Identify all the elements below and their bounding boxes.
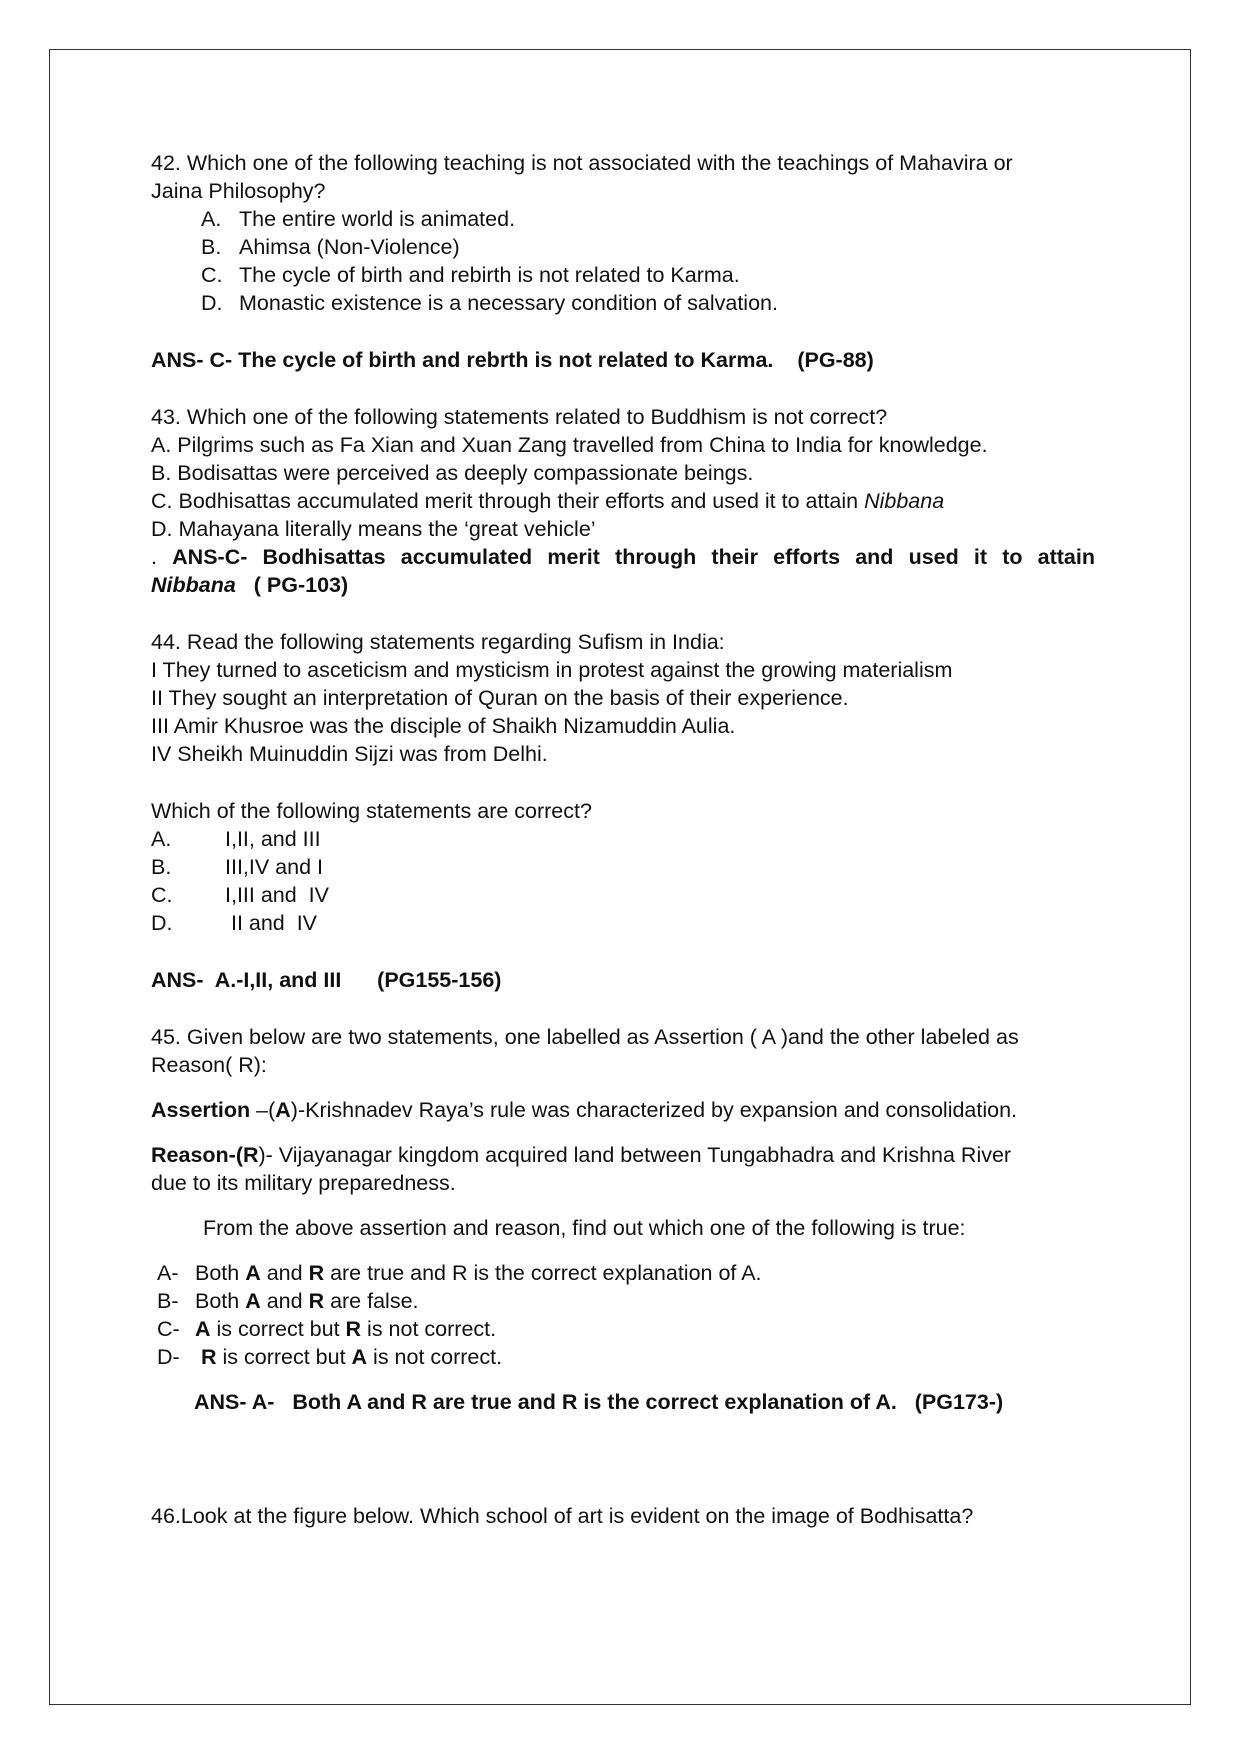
- q46-stem: 46.Look at the figure below. Which school of art is evident on the image of Bodhisatta?: [151, 1504, 974, 1528]
- option-label: D.: [151, 911, 173, 935]
- q45-instruction: From the above assertion and reason, find out which one of the following is true:: [203, 1216, 966, 1240]
- q44-option-c: [151, 881, 1095, 909]
- option-text: The entire world is animated.: [239, 207, 516, 231]
- q45-option-a: [157, 1259, 1095, 1287]
- q42-option-c: [201, 261, 1095, 289]
- option-text: II and IV: [225, 911, 318, 935]
- q42-option-b: [201, 233, 1095, 261]
- q43-option-c: [151, 487, 1095, 515]
- option-text: The cycle of birth and rebirth is not related to Karma.: [239, 263, 740, 287]
- option-label: C-: [157, 1317, 180, 1341]
- document-body: [151, 149, 1095, 1530]
- q45-reason-line2: due to its military preparedness.: [151, 1171, 456, 1195]
- option-text: Monastic existence is a necessary condition of salvation.: [239, 291, 778, 315]
- q43-answer-italic: Nibbana: [151, 573, 236, 597]
- q42-stem-line1: 42. Which one of the following teaching is not associated with the teachings of Mahavira or: [151, 151, 1013, 175]
- option-label: C.: [151, 883, 173, 907]
- q44-statement-3: III Amir Khusroe was the disciple of Shaikh Nizamuddin Aulia.: [151, 714, 736, 738]
- q45-stem-line2: Reason( R):: [151, 1053, 267, 1077]
- q43-answer-prefix: .: [151, 545, 173, 569]
- q42-answer-ref: (PG-88): [797, 348, 874, 372]
- reason-letter: R: [242, 1143, 259, 1167]
- q43-answer-ref: ( PG-103): [253, 573, 349, 597]
- option-text: Both A and R are false.: [195, 1289, 419, 1313]
- q44-question: Which of the following statements are correct?: [151, 799, 592, 823]
- q43-answer-text: ANS-C- Bodhisattas accumulated merit through their efforts and used it to attain: [172, 545, 1095, 569]
- question-46: [151, 1502, 1095, 1530]
- option-text: Both A and R are true and R is the correct explanation of A.: [195, 1261, 762, 1285]
- question-45: [151, 1023, 1095, 1416]
- option-label: D-: [157, 1345, 180, 1369]
- assertion-text: )-Krishnadev Raya’s rule was characterized by expansion and consolidation.: [290, 1098, 1018, 1122]
- q42-answer-text: ANS- C- The cycle of birth and rebrth is not related to Karma.: [151, 348, 774, 372]
- option-label: A-: [157, 1261, 179, 1285]
- q43-answer: [151, 543, 1095, 599]
- option-text: I,III and IV: [225, 883, 329, 907]
- q43-option-c-italic: Nibbana: [864, 489, 945, 513]
- assertion-label: Assertion: [151, 1098, 251, 1122]
- q44-statement-1: I They turned to asceticism and mysticism in protest against the growing materialism: [151, 658, 953, 682]
- option-text: A is correct but R is not correct.: [195, 1317, 497, 1341]
- q44-option-a: [151, 825, 1095, 853]
- option-label: B.: [201, 235, 222, 259]
- reason-text: )- Vijayanagar kingdom acquired land between Tungabhadra and Krishna River: [258, 1143, 1012, 1167]
- q45-answer: [194, 1388, 1095, 1416]
- q44-statement-4: IV Sheikh Muinuddin Sijzi was from Delhi.: [151, 742, 548, 766]
- q45-reason-line1: [151, 1141, 1095, 1169]
- option-text: R is correct but A is not correct.: [200, 1345, 503, 1369]
- q44-stem: 44. Read the following statements regarding Sufism in India:: [151, 630, 725, 654]
- assertion-dash: –(: [250, 1098, 276, 1122]
- q43-option-b: B. Bodisattas were perceived as deeply compassionate beings.: [151, 461, 754, 485]
- reason-label: Reason-(: [151, 1143, 243, 1167]
- q45-option-b: [157, 1287, 1095, 1315]
- q43-stem: 43. Which one of the following statements related to Buddhism is not correct?: [151, 405, 888, 429]
- q44-statement-2: II They sought an interpretation of Quran on the basis of their experience.: [151, 686, 849, 710]
- option-label: D.: [201, 291, 223, 315]
- q45-answer-ref: (PG173-): [914, 1390, 1004, 1414]
- q45-stem-line1: 45. Given below are two statements, one labelled as Assertion ( A )and the other labeled as: [151, 1025, 1019, 1049]
- option-label: A.: [201, 207, 222, 231]
- q44-answer-ref: (PG155-156): [377, 968, 502, 992]
- q45-option-c: [157, 1315, 1095, 1343]
- question-44: [151, 628, 1095, 994]
- q42-stem-line2: Jaina Philosophy?: [151, 179, 326, 203]
- q42-option-d: [201, 289, 1095, 317]
- q45-assertion: [151, 1096, 1095, 1124]
- q42-option-a: [201, 205, 1095, 233]
- q44-answer-text: ANS- A.-I,II, and III: [151, 968, 342, 992]
- option-label: C.: [201, 263, 223, 287]
- q43-option-c-text: C. Bodhisattas accumulated merit through their efforts and used it to attain: [151, 489, 859, 513]
- assertion-letter: A: [275, 1098, 291, 1122]
- q44-option-b: [151, 853, 1095, 881]
- q45-answer-text: ANS- A- Both A and R are true and R is the correct explanation of A.: [194, 1390, 897, 1414]
- q43-option-a: A. Pilgrims such as Fa Xian and Xuan Zang travelled from China to India for knowledge.: [151, 433, 988, 457]
- q43-option-d: D. Mahayana literally means the ‘great vehicle’: [151, 517, 596, 541]
- q44-answer: [151, 966, 1095, 994]
- q42-answer: [151, 346, 1095, 374]
- q44-option-d: [151, 909, 1095, 937]
- option-label: B.: [151, 855, 172, 879]
- question-43: [151, 403, 1095, 599]
- question-42: [151, 149, 1095, 374]
- option-text: Ahimsa (Non-Violence): [239, 235, 460, 259]
- option-label: B-: [157, 1289, 179, 1313]
- option-label: A.: [151, 827, 172, 851]
- option-text: III,IV and I: [225, 855, 323, 879]
- option-text: I,II, and III: [225, 827, 321, 851]
- q45-option-d: [157, 1343, 1095, 1371]
